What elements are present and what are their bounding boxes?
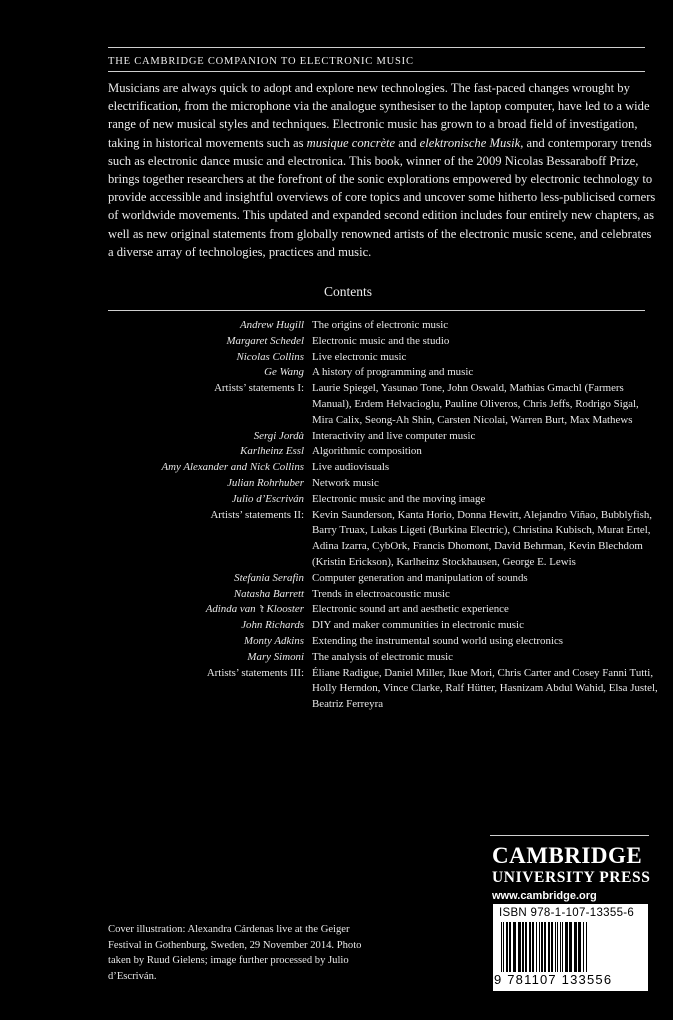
toc-row — [108, 492, 658, 508]
toc-title: The analysis of electronic music — [312, 650, 453, 663]
barcode-bar — [509, 922, 511, 972]
blurb-italic2: elektronische Musik — [419, 135, 521, 150]
toc-row — [108, 587, 658, 603]
blurb — [108, 79, 656, 261]
toc-author: Andrew Hugill — [239, 319, 304, 331]
toc-title: A history of programming and music — [312, 366, 474, 379]
publisher-subname: UNIVERSITY PRESS — [492, 869, 651, 886]
toc-title: Extending the instrumental sound world using electronics — [312, 634, 564, 647]
isbn-label: ISBN 978-1-107-13355-6 — [499, 907, 635, 919]
toc-author: Margaret Schedel — [226, 334, 304, 347]
table-of-contents — [108, 318, 658, 713]
barcode-bars — [501, 922, 639, 972]
barcode-bar — [586, 922, 587, 972]
barcode-bar — [562, 922, 563, 972]
toc-author: Natasha Barrett — [233, 587, 304, 600]
toc-title: Electronic music and the studio — [312, 334, 450, 347]
toc-row — [108, 334, 658, 350]
barcode-bar — [548, 922, 550, 972]
toc-row — [108, 429, 658, 445]
cover-credit: Cover illustration: Alexandra Cárdenas live at the Geiger Festival in Gothenburg, Sweden, 29 November 2014. Photo taken by Ruud Gielens; image further processed by Julio d’Escriván. — [108, 924, 362, 982]
barcode-bar — [503, 922, 504, 972]
barcode-bar — [536, 922, 537, 972]
toc-row — [108, 381, 658, 428]
barcode-bar — [565, 922, 568, 972]
toc-title: DIY and maker communities in electronic music — [312, 619, 524, 632]
barcode-bar — [525, 922, 527, 972]
barcode-bar — [574, 922, 577, 972]
barcode-bar — [539, 922, 540, 972]
toc-author: Karlheinz Essl — [240, 445, 304, 458]
top-rule — [108, 47, 645, 48]
toc-author: Mary Simoni — [247, 650, 304, 663]
toc-author: Nicolas Collins — [236, 350, 304, 363]
toc-row — [108, 571, 658, 587]
toc-row — [108, 508, 658, 571]
series-rule — [108, 71, 645, 72]
toc-author: Julian Rohrhuber — [227, 476, 304, 489]
contents-title: Contents — [323, 284, 372, 299]
toc-author: Monty Adkins — [244, 634, 304, 647]
blurb-part2: and — [395, 135, 420, 150]
blurb-part1: Musicians are always quick to adopt and explore new technologies. The fast-paced changes wrought by electrification, from the microphone via the analogue synthesiser to the laptop computer, have led to a wide range of new musical styles and techniques. Electronic music has grown to a broad field of investigation, taking in historical movements such as — [108, 81, 650, 150]
toc-author: Stefania Serafin — [234, 571, 304, 584]
toc-row — [108, 634, 658, 650]
toc-title: Laurie Spiegel, Yasunao Tone, John Oswald, Mathias Gmachl (Farmers Manual), Erdem Helvacioglu, Pauline Oliveros, Chris Jeffs, Rodrigo Sigal, Mira Calix, Seong-Ah Shin, Carsten Nicolai, Warren Burt, Max Mathews — [312, 382, 639, 426]
toc-title: Computer generation and manipulation of sounds — [312, 571, 528, 584]
barcode-bar — [551, 922, 553, 972]
toc-title: Algorithmic composition — [312, 445, 422, 458]
toc-author: John Richards — [241, 619, 304, 632]
toc-title: Kevin Saunderson, Kanta Horio, Donna Hewitt, Alejandro Viñao, Bubblyfish, Barry Truax, Lukas Ligeti (Burkina Electric), Christina Kubisch, Murat Ertel, Adina Izarra, CybOrk, Francis Dhomont, David Behrman, Kevin Blechdom (Kristin Erickson), Karlheinz Stockhausen, George E. Lewis — [312, 508, 653, 568]
barcode-bar — [578, 922, 581, 972]
publisher-logo — [492, 843, 652, 906]
toc-title: Trends in electroacoustic music — [312, 587, 450, 600]
barcode-box — [493, 904, 648, 991]
toc-author: Adinda van ’t Klooster — [205, 603, 304, 616]
toc-row — [108, 350, 658, 366]
barcode-bar — [583, 922, 584, 972]
toc-row — [108, 618, 658, 634]
toc-row — [108, 602, 658, 618]
toc-title: Electronic music and the moving image — [312, 492, 486, 505]
barcode-bar — [532, 922, 534, 972]
publisher-url: www.cambridge.org — [492, 890, 597, 902]
toc-author: Artists’ statements I: — [214, 382, 304, 395]
toc-title: Éliane Radigue, Daniel Miller, Ikue Mori, Chris Carter and Cosey Fanni Tutti, Holly Herndon, Vince Clarke, Ralf Hütter, Hasnizam Abdul Wahid, Elsa Justel, Beatriz Ferreyra — [312, 666, 658, 711]
toc-title: Live audiovisuals — [312, 461, 390, 474]
toc-author: Amy Alexander and Nick Collins — [161, 461, 304, 474]
publisher-rule — [490, 835, 649, 836]
barcode-bar — [557, 922, 558, 972]
barcode-bar — [560, 922, 561, 972]
barcode-bar — [513, 922, 516, 972]
toc-title: Network music — [312, 476, 379, 489]
barcode-bar — [555, 922, 556, 972]
toc-title: Electronic sound art and aesthetic experience — [312, 603, 509, 616]
barcode-bar — [501, 922, 502, 972]
toc-row — [108, 650, 658, 666]
toc-row — [108, 318, 658, 334]
toc-row — [108, 365, 658, 381]
toc-author: Artists’ statements III: — [206, 666, 304, 679]
toc-title: The origins of electronic music — [312, 319, 449, 331]
toc-author: Ge Wang — [264, 366, 304, 379]
barcode-bar — [569, 922, 572, 972]
barcode-number: 9 781107 133556 — [494, 972, 613, 987]
contents-rule — [108, 310, 645, 311]
toc-row — [108, 460, 658, 476]
toc-row — [108, 666, 658, 713]
toc-row — [108, 476, 658, 492]
barcode-bar — [518, 922, 521, 972]
blurb-italic1: musique concrète — [306, 135, 396, 150]
toc-author: Sergi Jordà — [253, 429, 304, 442]
toc-title: Interactivity and live computer music — [312, 429, 476, 442]
toc-author: Artists’ statements II: — [210, 508, 304, 521]
barcode-bar — [544, 922, 546, 972]
barcode-bar — [506, 922, 508, 972]
barcode-bar — [522, 922, 524, 972]
toc-row — [108, 444, 658, 460]
toc-title: Live electronic music — [312, 350, 407, 363]
publisher-name: CAMBRIDGE — [492, 843, 643, 868]
toc-author: Julio d’Escriván — [231, 492, 304, 505]
blurb-part3: , and contemporary trends such as electronic dance music and electronica. This book, winner of the 2009 Nicolas Bessaraboff Prize, brings together researchers at the forefront of the sonic explorations empowered by electronic technology to provide accessible and insightful overviews of core topics and uncover some hitherto less-publicised corners of worldwide movements. This updated and expanded second edition includes four entirely new chapters, as well as new original statements from globally renowned artists of the electronic music scene, and celebrates a diverse array of technologies, practices and music. — [108, 135, 656, 259]
series-title: THE CAMBRIDGE COMPANION TO ELECTRONIC MUSIC — [108, 56, 414, 67]
barcode-bar — [541, 922, 543, 972]
barcode-bar — [529, 922, 531, 972]
